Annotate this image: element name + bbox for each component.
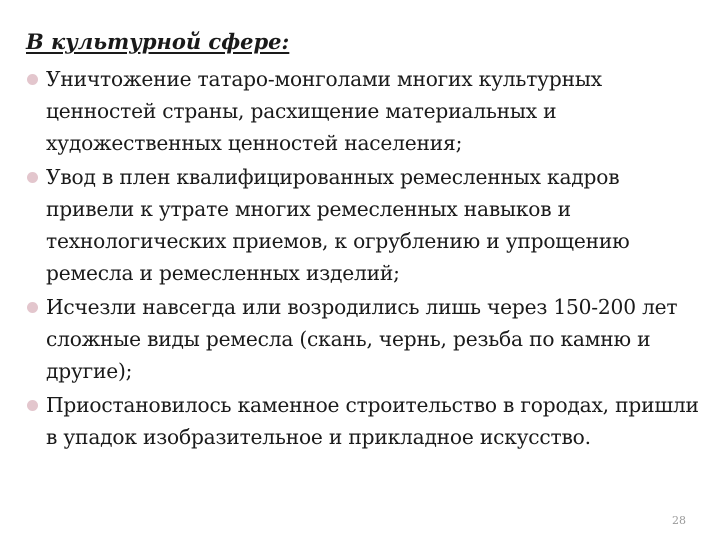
bullet-item — [26, 63, 706, 159]
page-number: 28 — [672, 514, 686, 527]
bullet-text: Уничтожение татаро-монголами многих культурных ценностей страны, расхищение материальных и художественных ценностей населения; — [46, 67, 602, 155]
bullet-text: Приостановилось каменное строительство в городах, пришли в упадок изобразительное и прикладное искусство. — [46, 393, 699, 449]
bullet-dot-icon — [27, 74, 38, 85]
bullet-text: Увод в плен квалифицированных ремесленных кадров привели к утрате многих ремесленных навыков и технологических приемов, к огрублению и упрощению ремесла и ремесленных изделий; — [46, 165, 630, 285]
slide-heading: В культурной сфере: — [26, 29, 290, 54]
bullet-item — [26, 291, 706, 387]
bullet-dot-icon — [27, 302, 38, 313]
bullet-dot-icon — [27, 172, 38, 183]
bullet-item — [26, 161, 706, 289]
bullet-item — [26, 389, 706, 453]
bullet-text: Исчезли навсегда или возродились лишь через 150-200 лет сложные виды ремесла (скань, чернь, резьба по камню и другие); — [46, 295, 678, 383]
bullet-dot-icon — [27, 400, 38, 411]
bullet-list — [26, 63, 706, 455]
